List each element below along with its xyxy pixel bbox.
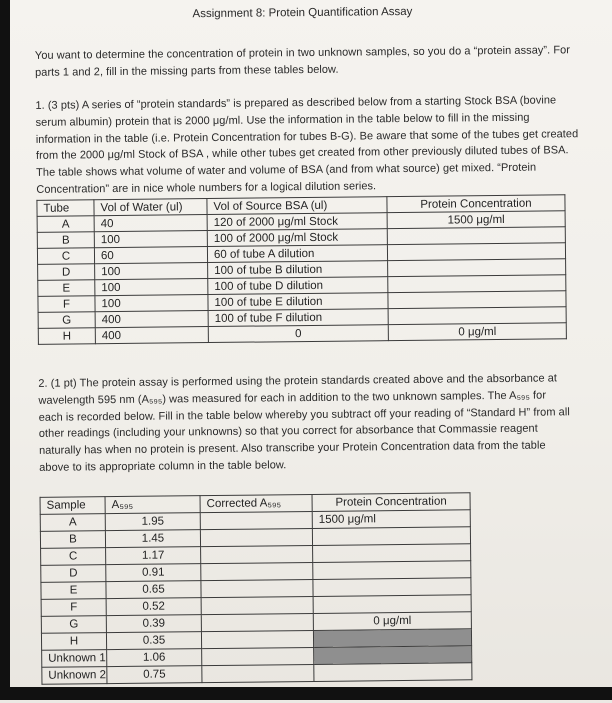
protein-concentration-cell: 1500 μg/ml [387, 211, 565, 229]
bsa-source-cell: 0 [208, 325, 388, 343]
bsa-source-cell: 100 of 2000 μg/ml Stock [207, 229, 387, 247]
protein-concentration-cell [313, 578, 471, 597]
sample-cell: C [41, 548, 106, 566]
standards-table [36, 194, 566, 345]
protein-concentration-cell [388, 307, 566, 325]
sample-cell: A [40, 514, 105, 532]
column-header: Protein Concentration [387, 195, 565, 213]
bsa-source-cell: 120 of 2000 μg/ml Stock [207, 213, 387, 231]
a595-cell: 0.39 [106, 615, 201, 633]
water-volume-cell: 400 [95, 327, 208, 344]
a595-cell: 1.95 [105, 513, 200, 531]
protein-concentration-cell [313, 595, 471, 614]
table-row [42, 663, 472, 685]
document-content [4, 0, 607, 703]
protein-concentration-cell [313, 561, 471, 580]
water-volume-cell: 100 [95, 295, 208, 312]
protein-concentration-cell [387, 227, 565, 245]
column-header: Vol of Source BSA (ul) [207, 197, 387, 215]
tube-cell: F [38, 296, 95, 313]
corrected-a595-cell [202, 647, 314, 665]
water-volume-cell: 100 [94, 231, 207, 248]
bsa-source-cell: 60 of tube A dilution [207, 245, 387, 263]
a595-cell: 0.35 [106, 632, 201, 650]
corrected-a595-cell [201, 545, 313, 563]
column-header: Sample [40, 497, 105, 515]
water-volume-cell: 400 [95, 311, 208, 328]
intro-paragraph: You want to determine the concentration of protein in two unknown samples, so you do a “protein assay”. For parts 1 and 2, fill in the missing parts from these tables below. [34, 44, 571, 79]
corrected-a595-cell [201, 630, 313, 648]
water-volume-cell: 40 [94, 215, 207, 232]
tube-cell: C [37, 248, 94, 265]
tube-cell: D [38, 264, 95, 281]
water-volume-cell: 100 [95, 279, 208, 296]
a595-cell: 1.06 [107, 649, 202, 667]
corrected-a595-cell [201, 579, 313, 597]
water-volume-cell: 60 [94, 247, 207, 264]
corrected-a595-cell [200, 511, 312, 529]
bsa-source-cell: 100 of tube B dilution [208, 261, 388, 279]
sample-cell: F [41, 599, 106, 617]
protein-concentration-cell [314, 646, 472, 665]
sample-cell: D [41, 565, 106, 583]
sample-cell: Unknown 2 [42, 667, 107, 685]
page-title: Assignment 8: Protein Quantification Assay [192, 5, 413, 21]
sample-cell: Unknown 1 [42, 650, 107, 668]
protein-concentration-cell: 1500 μg/ml [312, 510, 470, 529]
column-header: Protein Concentration [312, 493, 470, 512]
protein-concentration-cell [387, 243, 565, 261]
tube-cell: A [37, 216, 94, 233]
column-header: Vol of Water (ul) [94, 199, 207, 216]
protein-concentration-cell [388, 259, 566, 277]
protein-concentration-cell [314, 663, 472, 682]
corrected-a595-cell [202, 664, 314, 682]
corrected-a595-cell [201, 562, 313, 580]
a595-cell: 1.17 [106, 547, 201, 565]
tube-cell: G [38, 312, 95, 329]
protein-concentration-cell: 0 μg/ml [388, 323, 566, 341]
protein-concentration-cell [313, 629, 471, 648]
corrected-a595-cell [201, 596, 313, 614]
column-header: Tube [37, 200, 94, 217]
protein-concentration-cell: 0 μg/ml [313, 612, 471, 631]
protein-concentration-cell [388, 291, 566, 309]
a595-cell: 1.45 [105, 530, 200, 548]
bsa-source-cell: 100 of tube D dilution [208, 277, 388, 295]
sample-cell: H [41, 633, 106, 651]
a595-cell: 0.52 [106, 598, 201, 616]
protein-concentration-cell [312, 527, 470, 546]
tube-cell: H [38, 328, 95, 345]
tube-cell: B [37, 232, 94, 249]
corrected-a595-cell [200, 528, 312, 546]
a595-cell: 0.91 [106, 564, 201, 582]
protein-concentration-cell [388, 275, 566, 293]
sample-cell: G [41, 616, 106, 634]
a595-cell: 0.65 [106, 581, 201, 599]
column-header: Corrected A₅₉₅ [200, 494, 312, 512]
scan-edge-left [0, 0, 10, 700]
water-volume-cell: 100 [95, 263, 208, 280]
sample-cell: E [41, 582, 106, 600]
bsa-source-cell: 100 of tube E dilution [208, 293, 388, 311]
sample-cell: B [40, 531, 105, 549]
protein-concentration-cell [313, 544, 471, 563]
absorbance-table [40, 492, 473, 685]
a595-cell: 0.75 [107, 666, 202, 684]
scan-edge-bottom [0, 687, 612, 700]
tube-cell: E [38, 280, 95, 297]
bsa-source-cell: 100 of tube F dilution [208, 309, 388, 327]
column-header: A₅₉₅ [105, 496, 200, 514]
question-1-text: 1. (3 pts) A series of “protein standards” is prepared as described below from a starting Stock BSA (bovine serum albumin) protein that is 2000 μg/ml. Use the information in the table below to fill in the missing information in the table (i.e. Protein Concentration for tubes B-G). Be aware that some of the tubes get created from the 2000 μg/ml Stock of BSA , while other tubes get created from other previously diluted tubes of BSA. The table shows what volume of water and volume of BSA (and from what source) get mixed. “Protein Concentration” are in nice whole numbers for a logical dilution series. [35, 94, 579, 196]
corrected-a595-cell [201, 613, 313, 631]
question-2-text: 2. (1 pt) The protein assay is performed using the protein standards created above and the absorbance at wavelength 595 nm (A₅₉₅) was measured for each in addition to the two unknown samples. The A₅₉₅ for each is recorded below. Fill in the table below whereby you subtract off your reading of “Standard H” from all other readings (including your unknowns) so that you correct for absorbance that Commassie reagent naturally has when no protein is present. Also transcribe your Protein Concentration data from the table above to its appropriate column in the table below. [38, 372, 570, 474]
